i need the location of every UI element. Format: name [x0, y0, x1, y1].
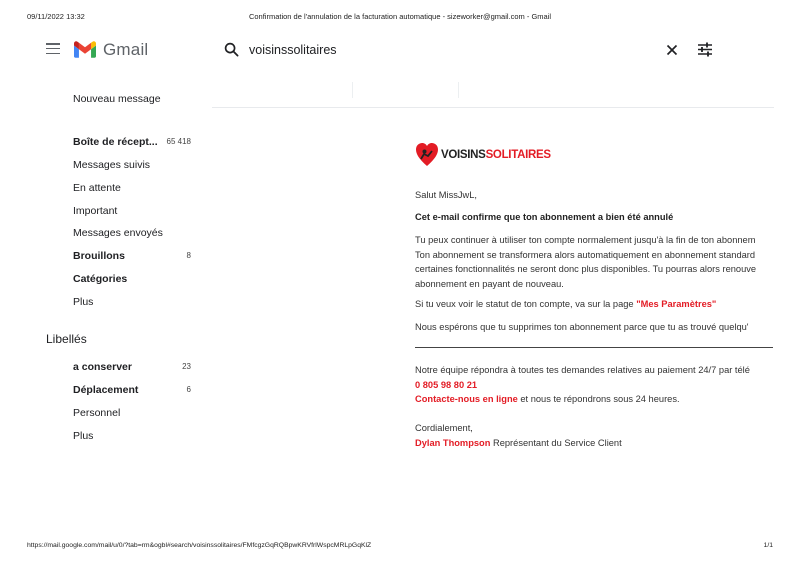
- email-greeting: Salut MissJwL,: [415, 190, 477, 200]
- close-icon[interactable]: [666, 44, 678, 56]
- sidebar-item-sent[interactable]: [73, 227, 193, 241]
- brand-logo: [415, 142, 551, 170]
- email-paragraph-line: Nous espérons que tu supprimes ton abonnement parce que tu as trouvé quelqu': [415, 322, 749, 332]
- sidebar-item-label: Messages envoyés: [73, 227, 163, 239]
- label-count: 23: [182, 362, 191, 371]
- unread-count: 65 418: [166, 137, 191, 146]
- content-divider: [212, 107, 774, 108]
- sidebar-item-label: Boîte de récept...: [73, 136, 158, 148]
- email-settings-line: [415, 297, 773, 312]
- email-paragraph-line: Ton abonnement se transformera alors automatiquement en abonnement standard: [415, 249, 756, 260]
- print-page-number: 1/1: [763, 542, 773, 549]
- toolbar-divider: [352, 82, 353, 98]
- sidebar-item-starred[interactable]: [73, 159, 193, 173]
- label-item-deplacement[interactable]: [73, 384, 193, 398]
- brand-name: [441, 149, 551, 161]
- print-datetime: 09/11/2022 13:32: [27, 12, 85, 21]
- phone-number[interactable]: 0 805 98 80 21: [415, 379, 478, 390]
- label-item-more[interactable]: [73, 430, 193, 444]
- search-icon[interactable]: [224, 42, 239, 57]
- search-input[interactable]: [249, 41, 649, 59]
- sidebar-item-label: Plus: [73, 296, 94, 308]
- sidebar-item-label: Important: [73, 205, 118, 217]
- label-count: 6: [186, 385, 191, 394]
- sidebar-item-categories[interactable]: [73, 273, 193, 287]
- email-signature: [415, 436, 773, 451]
- label-item-personnel[interactable]: [73, 407, 193, 421]
- label-item-name: Plus: [73, 430, 94, 442]
- contact-line: [415, 392, 773, 407]
- compose-button[interactable]: Nouveau message: [73, 93, 161, 105]
- sidebar-item-inbox[interactable]: [73, 136, 193, 150]
- sidebar-item-drafts[interactable]: [73, 250, 193, 264]
- email-closing: Cordialement,: [415, 423, 473, 433]
- email-headline: Cet e-mail confirme que ton abonnement a bien été annulé: [415, 212, 674, 222]
- brand-name-part2: SOLITAIRES: [485, 149, 551, 161]
- label-item-name: Personnel: [73, 407, 121, 419]
- settings-line-text: Si tu veux voir le statut de ton compte, va sur la page: [415, 299, 637, 309]
- sidebar-item-label: En attente: [73, 182, 121, 194]
- print-url: https://mail.google.com/mail/u/0/?tab=rm&ogbl#search/voisinssolitaires/FMfcgzGqRQBpwKRVfrlWspcMRLpGqKlZ: [27, 542, 372, 549]
- label-item-a-conserver[interactable]: [73, 361, 193, 375]
- email-divider: [415, 347, 773, 348]
- sidebar-item-important[interactable]: [73, 205, 193, 219]
- print-document-title: Confirmation de l'annulation de la facturation automatique - sizeworker@gmail.com - Gmail: [248, 12, 552, 21]
- labels-section-title: Libellés: [46, 332, 87, 346]
- sidebar: [0, 0, 205, 565]
- brand-name-part1: VOISINS: [441, 149, 486, 161]
- sidebar-item-snoozed[interactable]: [73, 182, 193, 196]
- signer-name: Dylan Thompson: [415, 438, 491, 448]
- email-paragraph-line: abonnement en payant de nouveau.: [415, 278, 564, 289]
- drafts-count: 8: [186, 251, 191, 260]
- sidebar-item-label: Catégories: [73, 273, 128, 285]
- sidebar-item-label: Messages suivis: [73, 159, 151, 171]
- support-line: Notre équipe répondra à toutes tes demandes relatives au paiement 24/7 par télé: [415, 365, 750, 375]
- email-paragraph-line: certaines fonctionnalités ne seront donc plus disponibles. Tu pourras alors renouve: [415, 264, 757, 274]
- heart-logo-icon: [415, 142, 439, 168]
- signer-role: Représentant du Service Client: [490, 438, 622, 448]
- contact-link[interactable]: Contacte-nous en ligne: [415, 394, 518, 404]
- app-name: Gmail: [103, 40, 149, 59]
- sidebar-item-more[interactable]: [73, 296, 193, 310]
- sidebar-item-label: Brouillons: [73, 250, 125, 262]
- toolbar-divider: [458, 82, 459, 98]
- settings-link[interactable]: "Mes Paramètres": [636, 299, 717, 309]
- label-item-name: a conserver: [73, 361, 132, 373]
- label-item-name: Déplacement: [73, 384, 139, 396]
- email-paragraph-line: Tu peux continuer à utiliser ton compte normalement jusqu'à la fin de ton abonnem: [415, 235, 756, 245]
- tune-icon[interactable]: [697, 42, 713, 57]
- contact-line-text: et nous te répondrons sous 24 heures.: [517, 394, 680, 404]
